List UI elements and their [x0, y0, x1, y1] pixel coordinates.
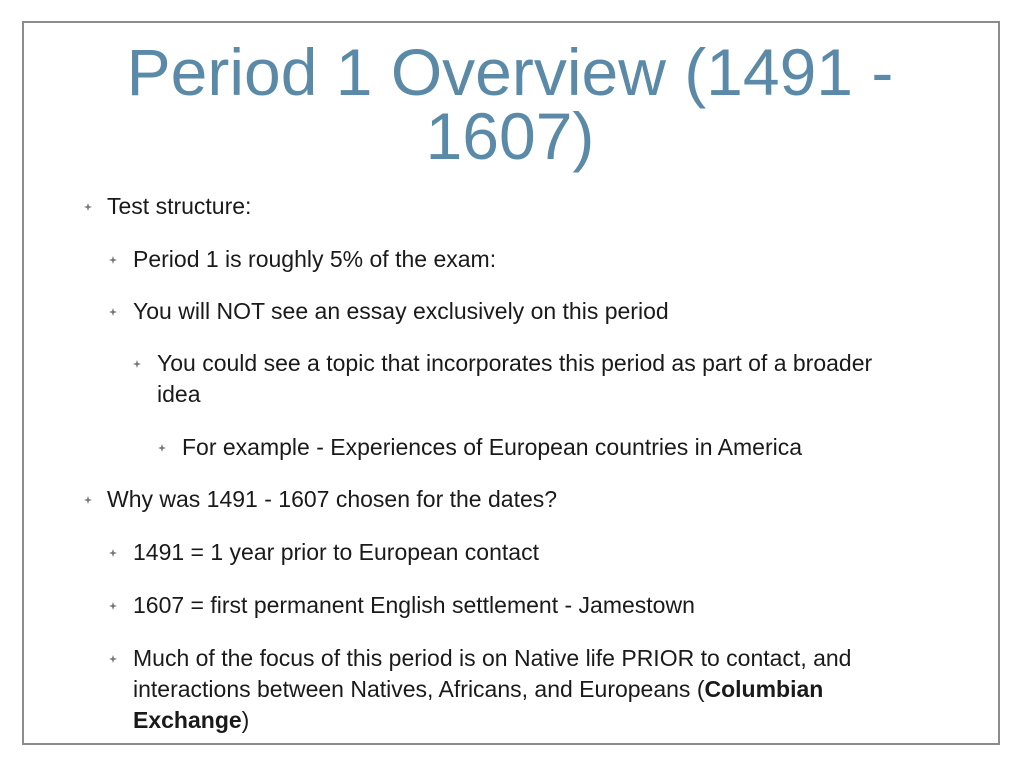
bullet-item: [133, 590, 933, 621]
star-bullet-icon: [109, 256, 117, 264]
bullet-text: You could see a topic that incorporates this period as part of a broader idea: [157, 350, 873, 407]
bullet-item: [133, 296, 933, 327]
slide-title: Period 1 Overview (1491 - 1607): [126, 35, 894, 173]
bullet-item: [133, 643, 933, 736]
bullet-item: [107, 484, 907, 515]
bullet-text: Period 1 is roughly 5% of the exam:: [133, 246, 497, 272]
bullet-item: [157, 348, 877, 410]
bullet-text-part: ): [241, 707, 250, 733]
bullet-item: [107, 191, 907, 222]
star-bullet-icon: [109, 655, 117, 663]
star-bullet-icon: [158, 444, 166, 452]
bullet-item: [182, 432, 942, 463]
bullet-text-part: Much of the focus of this period is on Native life PRIOR to contact, and interactions between Natives, Africans, and Europeans (: [133, 645, 852, 702]
bullet-text: Test structure:: [107, 193, 252, 219]
bullet-text: Why was 1491 - 1607 chosen for the dates?: [107, 486, 558, 512]
bullet-text: [133, 643, 933, 736]
star-bullet-icon: [109, 602, 117, 610]
bullet-item: [133, 244, 933, 275]
bullet-text: 1491 = 1 year prior to European contact: [133, 539, 539, 565]
bullet-text: For example - Experiences of European countries in America: [182, 434, 803, 460]
star-bullet-icon: [109, 308, 117, 316]
star-bullet-icon: [84, 203, 92, 211]
bullet-text-bold: Columbian Exchange: [133, 676, 824, 733]
star-bullet-icon: [133, 360, 141, 368]
bullet-item: [133, 537, 933, 568]
bullet-text: You will NOT see an essay exclusively on this period: [133, 298, 669, 324]
star-bullet-icon: [84, 496, 92, 504]
bullet-text: 1607 = first permanent English settlement - Jamestown: [133, 592, 695, 618]
star-bullet-icon: [109, 549, 117, 557]
